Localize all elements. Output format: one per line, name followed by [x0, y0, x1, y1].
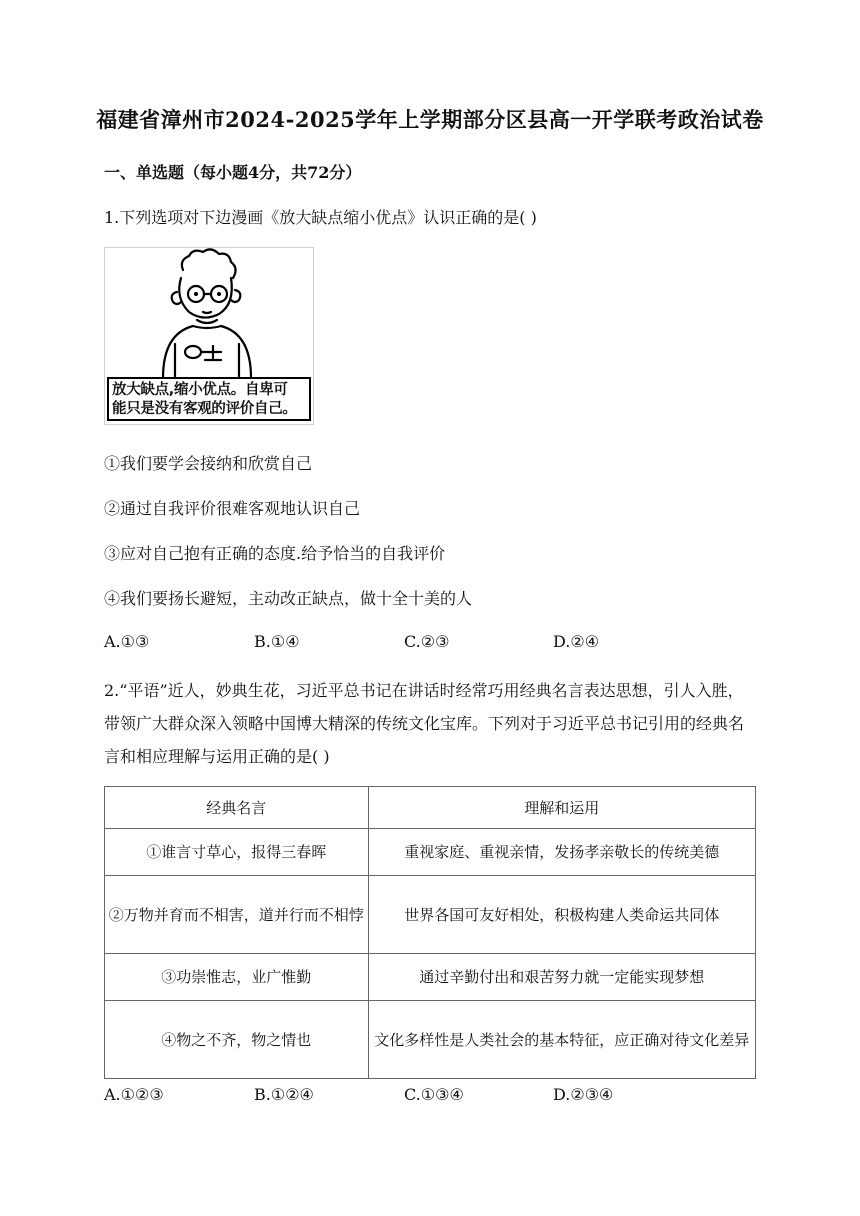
option-c[interactable]: C.②③ [404, 632, 450, 651]
q1-statement: ④我们要扬长避短，主动改正缺点，做十全十美的人 [104, 589, 473, 608]
table-cell: ①谁言寸草心，报得三春晖 [105, 829, 369, 876]
cartoon-figure-icon [105, 248, 313, 378]
quotes-table [104, 786, 756, 1079]
cartoon-image [104, 247, 314, 425]
option-b[interactable]: B.①④ [254, 632, 300, 651]
table-cell: ③功崇惟志，业广惟勤 [105, 954, 369, 1001]
table-row [105, 829, 756, 876]
table-cell: 文化多样性是人类社会的基本特征，应正确对待文化差异 [368, 1001, 755, 1079]
option-b[interactable]: B.①②④ [254, 1085, 314, 1104]
q1-statement: ①我们要学会接纳和欣赏自己 [104, 454, 313, 473]
cartoon-caption-line: 能只是没有客观的评价自己。 [112, 401, 297, 417]
q2-stem: 2.“平语”近人，妙典生花，习近平总书记在讲话时经常巧用经典名言表达思想，引人入胜，带领广大群众深入领略中国博大精深的传统文化宝库。下列对于习近平总书记引用的经典名言和相应理解与运用正确的是( ) [104, 681, 745, 766]
option-d[interactable]: D.②③④ [553, 1085, 614, 1104]
table-row [105, 876, 756, 954]
table-cell: 通过辛勤付出和艰苦努力就一定能实现梦想 [368, 954, 755, 1001]
page-title: 福建省漳州市2024-2025学年上学期部分区县高一开学联考政治试卷 [96, 107, 764, 132]
table-row [105, 1001, 756, 1079]
option-d[interactable]: D.②④ [553, 632, 600, 651]
q1-statement: ③应对自己抱有正确的态度.给予恰当的自我评价 [104, 544, 446, 563]
table-header: 经典名言 [105, 787, 369, 829]
table-row [105, 954, 756, 1001]
option-a[interactable]: A.①②③ [104, 1085, 164, 1104]
table-header-row [105, 787, 756, 829]
option-c[interactable]: C.①③④ [404, 1085, 464, 1104]
table-cell: 世界各国可友好相处，积极构建人类命运共同体 [368, 876, 755, 954]
cartoon-caption-line: 放大缺点,缩小优点。自卑可 [112, 382, 288, 398]
table-cell: ②万物并育而不相害，道并行而不相悖 [105, 876, 369, 954]
option-a[interactable]: A.①③ [104, 632, 150, 651]
table-cell: ④物之不齐，物之情也 [105, 1001, 369, 1079]
table-cell: 重视家庭、重视亲情，发扬孝亲敬长的传统美德 [368, 829, 755, 876]
cartoon-caption [107, 377, 311, 421]
q1-statement: ②通过自我评价很难客观地认识自己 [104, 499, 361, 518]
q1-stem: 1.下列选项对下边漫画《放大缺点缩小优点》认识正确的是( ) [104, 208, 537, 227]
section-heading: 一、单选题（每小题4分，共72分） [104, 163, 362, 182]
table-header: 理解和运用 [368, 787, 755, 829]
